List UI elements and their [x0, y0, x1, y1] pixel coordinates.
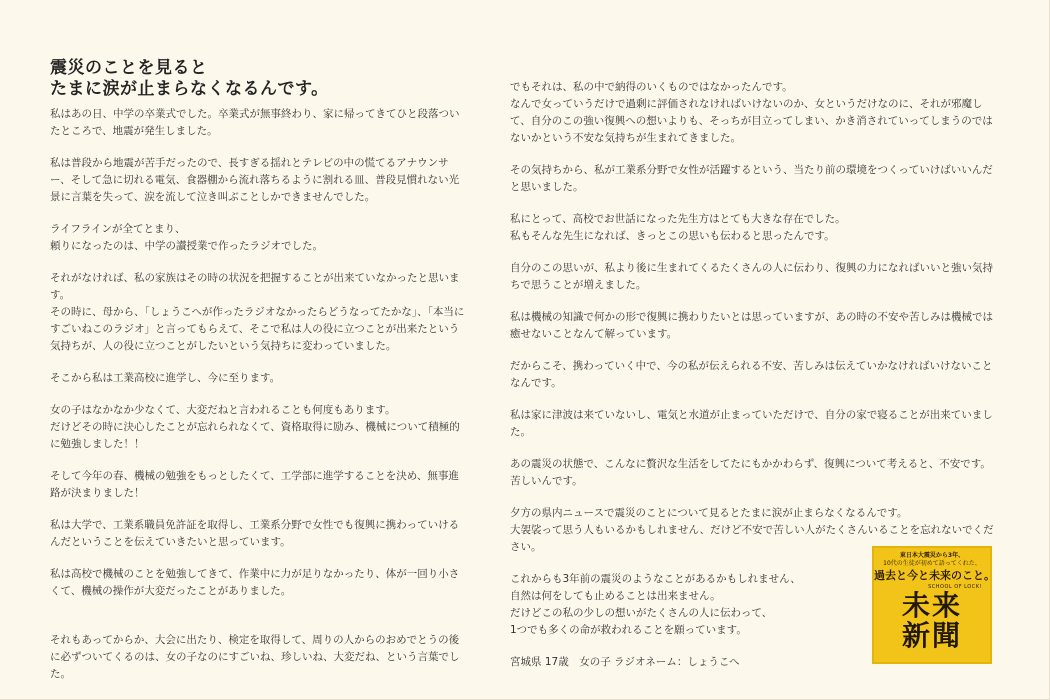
logo-big-bottom: 新聞 [901, 619, 962, 652]
paragraph: それもあってからか、大会に出たり、検定を取得して、周りの人からのおめでとうの後に必ずついてくるのは、女の子なのにすごいね、珍しいね、大変だね、という言葉でした。 [50, 634, 460, 680]
paragraph: だからこそ、携わっていく中で、今の私が伝えられる不安、苦しみは伝えていかなければいけないことなんです。 [510, 360, 993, 389]
paragraph: 自分のこの思いが、私より後に生まれてくるたくさんの人に伝わり、復興の力になればいいと強い気持ちで思うことが増えました。 [510, 262, 993, 291]
logo-big-top: 未来 [901, 589, 962, 622]
paragraph: 私は家に津波は来ていないし、電気と水道が止まっていただけで、自分の家で寝ることが出来ていました。 [510, 409, 993, 438]
paragraph: 私は機械の知識で何かの形で復興に携わりたいとは思っていますが、あの時の不安や苦しみは機械では癒せないことなんて解っています。 [510, 311, 993, 340]
paragraph: そこから私は工業高校に進学し、今に至ります。 [50, 372, 281, 384]
headline [50, 58, 470, 100]
logo-line-4: SCHOOL OF LOCK! [928, 584, 982, 590]
paragraph: あの震災の状態で、こんなに贅沢な生活をしてたにもかかわらず、復興について考えると、不安です。苦しいんです。 [510, 458, 991, 487]
paragraph: でもそれは、私の中で納得のいくものではなかったんです。 なんで女っていうだけで過剰に評価されなければいけないのか、女というだけなのに、それが邪魔して、自分のこの強い復興への想いよりも、そっちが目立ってしまい、かき消されていってしまうのではないかという不安な気持ちが生まれてきました。 [510, 81, 993, 144]
paragraph: 女の子はなかなか少なくて、大変だねと言われることも何度もあります。 だけどその時に決心したことが忘れられなくて、資格取得に励み、機械について積極的に勉強しました！！ [50, 404, 460, 450]
paragraph: そして今年の春、機械の勉強をもっとしたくて、工学部に進学することを決め、無事進路が決まりました！ [50, 470, 459, 499]
paragraph: 私は普段から地震が苦手だったので、長すぎる揺れとテレビの中の慌てるアナウンサー、そして急に切れる電気、食器棚から流れ落ちるように割れる皿、普段見慣れない光景に言葉を失って、涙を流して泣き叫ぶことしかできませんでした。 [50, 157, 460, 203]
mirai-shinbun-logo [872, 546, 995, 664]
paragraph: 私は高校で機械のことを勉強してきて、作業中に力が足りなかったり、体が一回り小さくて、機械の操作が大変だったことがありました。 [50, 568, 460, 597]
headline-line-1: 震災のことを見ると [50, 58, 208, 78]
paragraph: 私にとって、高校でお世話になった先生方はとても大きな存在でした。 私もそんな先生になれば、きっとこの思いも伝わると思ったんです。 [510, 213, 846, 242]
paragraph: 私は大学で、工業系職員免許証を取得し、工業系分野で女性でも復興に携わっていけるんだということを伝えていきたいと思っています。 [50, 519, 460, 548]
left-column [50, 106, 468, 698]
paragraph: その気持ちから、私が工業系分野で女性が活躍するという、当たり前の環境をつくっていけばいいんだと思いました。 [510, 164, 993, 193]
logo-line-3: 過去と今と未来のこと。 [874, 569, 995, 582]
headline-line-2: たまに涙が止まらなくなるんです。 [50, 79, 329, 99]
paragraph: 私はあの日、中学の卒業式でした。卒業式が無事終わり、家に帰ってきてひと段落ついたところで、地震が発生しました。 [50, 108, 460, 137]
signature: 宮城県 17歳 女の子 ラジオネーム：しょうこへ [510, 656, 740, 668]
paragraph: 夕方の県内ニュースで震災のことについて見るとたまに涙が止まらなくなるんです。 大袈裟って思う人もいるかもしれません、だけど不安で苦しい人がたくさんいることを忘れないでください。 [510, 507, 994, 553]
paragraph: それがなければ、私の家族はその時の状況を把握することが出来ていなかったと思います。 その時に、母から、「しょうこへが作ったラジオなかったらどうなってたかな」、「本当にすごいねこのラジオ」と言ってもらえて、そこで私は人の役に立つことが出来たという気持ちが、人の役に立つことがしたいという気持ちに変わっていました。 [50, 272, 465, 352]
logo-line-1: 東日本大震災から3年、 [899, 552, 965, 559]
logo-line-2: 10代の生徒が初めて語ってくれた、 [883, 560, 981, 567]
closing-paragraph: これからも3年前の震災のようなことがあるかもしれません、 自然は何をしても止めることは出来ません。 だけどこの私の少しの想いがたくさんの人に伝わって、 1つでも多くの命が救われることを願っています。 [510, 573, 801, 636]
paragraph: ライフラインが全てとまり、 頼りになったのは、中学の讃授業で作ったラジオでした。 [50, 223, 323, 252]
